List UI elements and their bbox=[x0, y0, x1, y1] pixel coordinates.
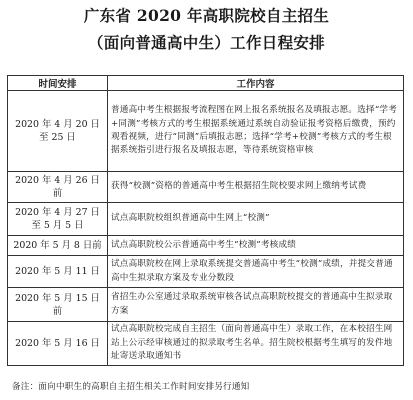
table-row bbox=[8, 91, 404, 172]
row-content: 省招生办公室通过录取系统审核各试点高职院校提交的普通高中生拟录取方案 bbox=[108, 288, 404, 322]
row-date: 2020 年 4 月 26 日前 bbox=[8, 172, 108, 203]
row-date: 2020 年 5 月 15 日前 bbox=[8, 288, 108, 322]
schedule-table bbox=[7, 75, 404, 366]
row-content: 普通高中考生根据报考流程图在网上报名系统报名及填报志愿。选择“学考+同测”考核方式的考生根据系统通过系统自动验证报考资格后缴费，预约观看视频，进行“同测”后填报志愿；选择“学考+校测”考核方式的考生根据系统指引进行报名及填报志愿，等待系统资格审核 bbox=[108, 91, 404, 172]
row-date: 2020 年 5 月 8 日前 bbox=[8, 236, 108, 256]
row-date: 2020 年 4 月 20 日至 25 日 bbox=[8, 91, 108, 172]
row-content: 试点高职院校完成自主招生（面向普通高中生）录取工作，在本校招生网站上公示经审核通过的拟录取考生名单。招生院校根据考生填写的发件地址寄送录取通知书 bbox=[108, 322, 404, 366]
column-header-content: 工作内容 bbox=[108, 76, 404, 91]
table-row bbox=[8, 172, 404, 203]
table-row bbox=[8, 322, 404, 366]
row-content: 试点高职院校公示普通高中考生“校测”考核成绩 bbox=[108, 236, 404, 256]
page-title-line1: 广东省 2020 年高职院校自主招生 bbox=[83, 6, 330, 25]
table-row bbox=[8, 256, 404, 288]
page-title-line2: （面向普通高中生）工作日程安排 bbox=[87, 33, 325, 52]
column-header-time: 时间安排 bbox=[8, 76, 108, 91]
row-date: 2020 年 4 月 27 日至 5 月 5 日 bbox=[8, 203, 108, 236]
row-content: 试点高职院校组织普通高中生网上“校测” bbox=[108, 203, 404, 236]
table-header-row bbox=[8, 76, 404, 91]
row-content: 获得“校测”资格的普通高中考生根据招生院校要求网上缴纳考试费 bbox=[108, 172, 404, 203]
table-row bbox=[8, 203, 404, 236]
table-row bbox=[8, 236, 404, 256]
footnote: 备注：面向中职生的高职自主招生相关工作时间安排另行通知 bbox=[12, 382, 250, 392]
row-content: 试点高职院校在网上录取系统提交普通高中考生“校测”成绩，并提交普通高中生拟录取方案及专业分数段 bbox=[108, 256, 404, 288]
row-date: 2020 年 5 月 11 日 bbox=[8, 256, 108, 288]
row-date: 2020 年 5 月 16 日 bbox=[8, 322, 108, 366]
table-row bbox=[8, 288, 404, 322]
